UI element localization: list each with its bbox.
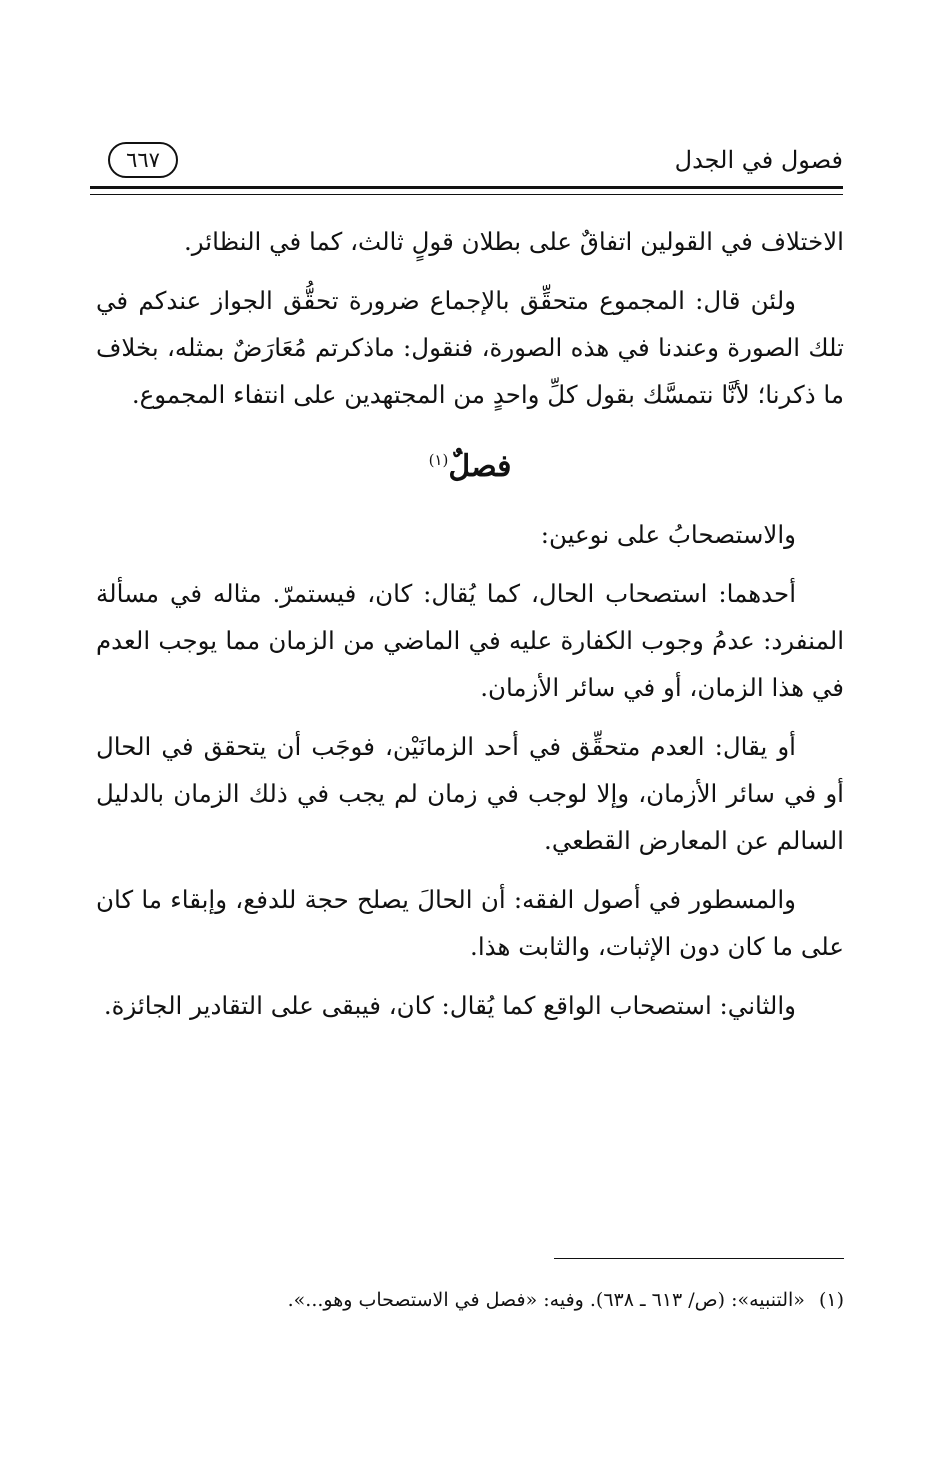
book-title: فصول في الجدل	[674, 146, 843, 174]
footnote-separator	[554, 1258, 844, 1259]
paragraph-3: والاستصحابُ على نوعين:	[540, 520, 796, 549]
paragraph-5: أو يقال: العدم متحقِّق في أحد الزمانَيْن، فوجَب أن يتحقق في الحال أو في سائر الأزمان، وإلا لوجب في زمان لم يجب في ذلك الزمان بالدليل السالم عن المعارض القطعي.	[96, 732, 844, 855]
paragraph-6: والمسطور في أصول الفقه: أن الحالَ يصلح حجة للدفع، وإبقاء ما كان على ما كان دون الإثبات، والثابت هذا.	[96, 885, 844, 961]
header-rule-thin	[90, 194, 843, 195]
section-heading-text: فصلٌ	[448, 449, 512, 484]
running-header	[90, 138, 843, 186]
header-rule-thick	[90, 186, 843, 189]
paragraph-7: والثاني: استصحاب الواقع كما يُقال: كان، فيبقى على التقادير الجائزة.	[103, 991, 796, 1020]
footnote-number: (١)	[818, 1289, 844, 1311]
main-text	[96, 218, 844, 1041]
paragraph-4: أحدهما: استصحاب الحال، كما يُقال: كان، فيستمرّ. مثاله في مسألة المنفرد: عدمُ وجوب الكفارة عليه في الماضي من الزمان مما يوجب العدم في هذا الزمان، أو في سائر الأزمان.	[96, 579, 844, 702]
footnote-reference: (١)	[428, 451, 449, 469]
paragraph-1: الاختلاف في القولين اتفاقٌ على بطلان قولٍ ثالث، كما في النظائر.	[183, 227, 844, 256]
footnote-text: «التنبيه»: (ص/ ٦١٣ ـ ٦٣٨). وفيه: «فصل في الاستصحاب وهو...».	[287, 1289, 805, 1311]
footnote-1	[96, 1284, 844, 1316]
paragraph-2: ولئن قال: المجموع متحقِّق بالإجماع ضرورة تحقُّق الجواز عندكم في تلك الصورة وعندنا في هذه الصورة، فنقول: ماذكرتم مُعَارَضٌ بمثله، بخلاف ما ذكرنا؛ لأنَّا نتمسَّك بقول كلِّ واحدٍ من المجتهدين على انتفاء المجموع.	[96, 286, 844, 409]
section-heading	[96, 430, 844, 497]
footnotes	[96, 1284, 844, 1316]
page-number: ٦٦٧	[108, 142, 178, 178]
